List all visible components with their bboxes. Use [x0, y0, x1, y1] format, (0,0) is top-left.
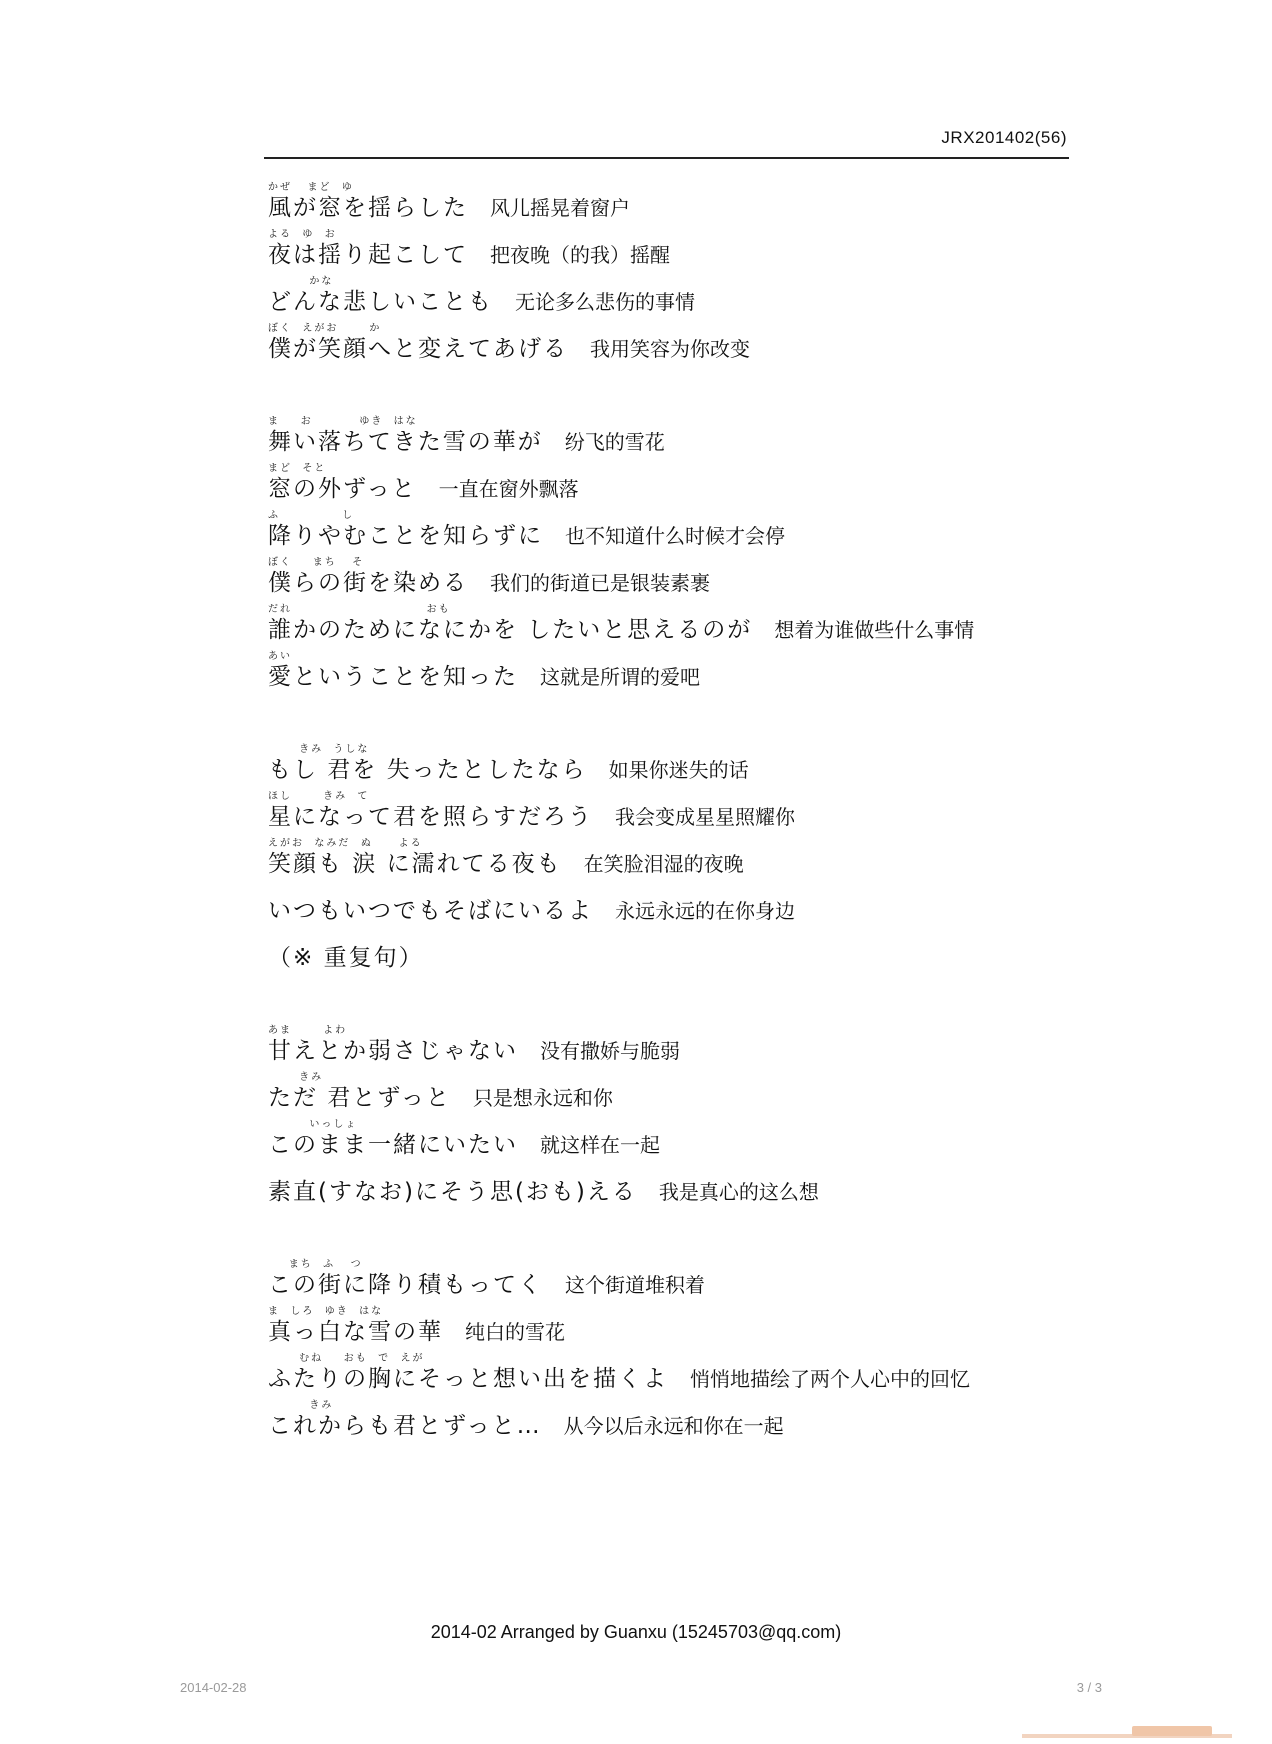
furigana-reading: まち ふ つ [268, 1259, 363, 1270]
lyric-line [268, 272, 1068, 319]
japanese-lyric: 舞い落ちてきた雪の華が [268, 429, 543, 455]
japanese-lyric: ふたりの胸にそっと想い出を描くよ [268, 1366, 668, 1392]
japanese-lyric: 風が窓を揺らした [268, 195, 468, 221]
furigana-reading: ぼく まち そ [268, 557, 365, 568]
japanese-lyric: ただ 君とずっと [268, 1085, 451, 1111]
chinese-translation: 只是想永远和你 [472, 1086, 613, 1110]
lyric-text [268, 288, 695, 318]
lyric-text [268, 850, 744, 880]
furigana-reading: ほし きみ て [268, 791, 370, 802]
japanese-lyric: 誰かのためになにかを したいと思えるのが [268, 617, 753, 643]
japanese-lyric: どんな悲しいことも [268, 289, 493, 315]
lyric-line [268, 787, 1068, 834]
lyric-line [268, 178, 1068, 225]
lyric-line [268, 1302, 1068, 1349]
furigana-reading: よる ゆ お [268, 229, 337, 240]
chinese-translation: 无论多么悲伤的事情 [515, 290, 695, 314]
lyric-line [268, 881, 1068, 928]
furigana-reading: むね おも で えが [268, 1353, 425, 1364]
lyric-text [268, 335, 750, 365]
japanese-lyric: 僕らの街を染める [268, 570, 468, 596]
lyric-line [268, 600, 1068, 647]
furigana-reading: きみ うしな [268, 744, 370, 755]
lyric-text [268, 1318, 565, 1348]
chinese-translation: 在笑脸泪湿的夜晚 [583, 852, 744, 876]
chinese-translation: 这个街道堆积着 [565, 1273, 705, 1297]
chinese-translation: 也不知道什么时候才会停 [565, 524, 785, 548]
lyric-text [268, 616, 974, 646]
chinese-translation: 纯白的雪花 [465, 1320, 565, 1344]
lyric-text [268, 1365, 970, 1395]
furigana-reading: あま よわ [268, 1025, 348, 1036]
chinese-translation: 这就是所谓的爱吧 [540, 665, 700, 689]
lyric-line [268, 1255, 1068, 1302]
lyric-text [268, 428, 665, 458]
lyric-line [268, 1068, 1068, 1115]
arranger-credit: 2014-02 Arranged by Guanxu (15245703@qq.com) [430, 1622, 842, 1642]
japanese-lyric: いつもいつでもそばにいるよ [268, 898, 593, 924]
furigana-reading: きみ [268, 1400, 334, 1411]
chinese-translation: 如果你迷失的话 [608, 758, 749, 782]
lyric-stanza [268, 178, 1068, 366]
chinese-translation: 风儿摇晃着窗户 [490, 196, 630, 220]
lyric-text [268, 803, 795, 833]
lyric-stanza [268, 412, 1068, 694]
chinese-translation: 我会变成星星照耀你 [615, 805, 795, 829]
furigana-reading: きみ [268, 1072, 324, 1083]
furigana-reading: ふ し [268, 510, 355, 521]
furigana-reading: えがお なみだ ぬ よる [268, 838, 423, 849]
japanese-lyric: この街に降り積もってく [268, 1272, 543, 1298]
japanese-lyric: 僕が笑顔へと変えてあげる [268, 336, 568, 362]
lyric-stanza [268, 1255, 1068, 1443]
watermark-logo [1132, 1726, 1212, 1736]
document-code: JRX201402(56) [941, 128, 1067, 147]
lyric-line [268, 1162, 1068, 1209]
lyric-line [268, 740, 1068, 787]
japanese-lyric: 夜は揺り起こして [268, 242, 468, 268]
japanese-lyric: 素直(すなお)にそう思(おも)える [268, 1179, 637, 1205]
lyric-line [268, 1021, 1068, 1068]
lyric-line [268, 459, 1068, 506]
japanese-lyric: 真っ白な雪の華 [268, 1319, 443, 1345]
chinese-translation: 想着为谁做些什么事情 [774, 618, 975, 642]
furigana-reading: かぜ まど ゆ [268, 182, 354, 193]
page-number: 3 / 3 [1076, 1680, 1102, 1695]
header-divider [264, 157, 1069, 159]
chinese-translation: 我用笑容为你改变 [590, 337, 750, 361]
lyric-text [268, 1131, 660, 1161]
lyric-text [268, 475, 579, 505]
japanese-lyric: これからも君とずっと… [268, 1413, 542, 1439]
lyric-line [268, 1115, 1068, 1162]
chinese-translation: 把夜晚（的我）摇醒 [490, 243, 670, 267]
japanese-lyric: 降りやむことを知らずに [268, 523, 543, 549]
lyric-text [268, 522, 785, 552]
japanese-lyric: 窓の外ずっと [268, 476, 417, 502]
furigana-reading: ま しろ ゆき はな [268, 1306, 384, 1317]
chinese-translation: 就这样在一起 [540, 1133, 660, 1157]
lyric-line [268, 506, 1068, 553]
japanese-lyric: （※ 重复句） [268, 945, 424, 971]
lyric-text [268, 1037, 680, 1067]
lyric-text [268, 1084, 613, 1114]
chinese-translation: 我们的街道已是银装素裹 [490, 571, 710, 595]
chinese-translation: 没有撒娇与脆弱 [540, 1039, 680, 1063]
lyric-line [268, 319, 1068, 366]
print-date: 2014-02-28 [180, 1680, 247, 1695]
lyric-stanza [268, 740, 1068, 975]
lyrics-body [268, 178, 1068, 1489]
lyric-line [268, 412, 1068, 459]
japanese-lyric: 笑顔も 涙 に濡れてる夜も [268, 851, 562, 877]
furigana-reading: あい [268, 651, 292, 662]
lyric-text [268, 756, 749, 786]
furigana-reading: ま お ゆき はな [268, 416, 418, 427]
lyric-text [268, 569, 710, 599]
japanese-lyric: 愛ということを知った [268, 664, 518, 690]
furigana-reading: かな [268, 276, 334, 287]
chinese-translation: 永远永远的在你身边 [615, 899, 795, 923]
lyric-text [268, 194, 630, 224]
japanese-lyric: このまま一緒にいたい [268, 1132, 518, 1158]
furigana-reading: いっしょ [268, 1119, 358, 1130]
japanese-lyric: 甘えとか弱さじゃない [268, 1038, 518, 1064]
lyric-text [268, 1412, 784, 1442]
chinese-translation: 悄悄地描绘了两个人心中的回忆 [690, 1367, 970, 1391]
lyric-line [268, 928, 1068, 975]
lyric-text [268, 1271, 705, 1301]
lyric-line [268, 834, 1068, 881]
furigana-reading: まど そと [268, 463, 327, 474]
chinese-translation: 我是真心的这么想 [658, 1180, 819, 1204]
furigana-reading: だれ おも [268, 604, 451, 615]
lyric-line [268, 1396, 1068, 1443]
site-watermark [1022, 1722, 1232, 1738]
furigana-reading: ぼく えがお か [268, 323, 382, 334]
chinese-translation: 一直在窗外飘落 [438, 477, 579, 501]
japanese-lyric: 星になって君を照らすだろう [268, 804, 593, 830]
lyric-text [268, 897, 795, 927]
lyric-text [268, 241, 670, 271]
chinese-translation: 从今以后永远和你在一起 [563, 1414, 784, 1438]
lyric-text [268, 1178, 819, 1208]
lyric-line [268, 553, 1068, 600]
lyric-text [268, 663, 700, 693]
lyric-line [268, 1349, 1068, 1396]
lyric-line [268, 225, 1068, 272]
lyric-text [268, 944, 446, 974]
chinese-translation: 纷飞的雪花 [564, 430, 665, 454]
japanese-lyric: もし 君を 失ったとしたなら [268, 757, 587, 783]
lyric-line [268, 647, 1068, 694]
lyric-stanza [268, 1021, 1068, 1209]
